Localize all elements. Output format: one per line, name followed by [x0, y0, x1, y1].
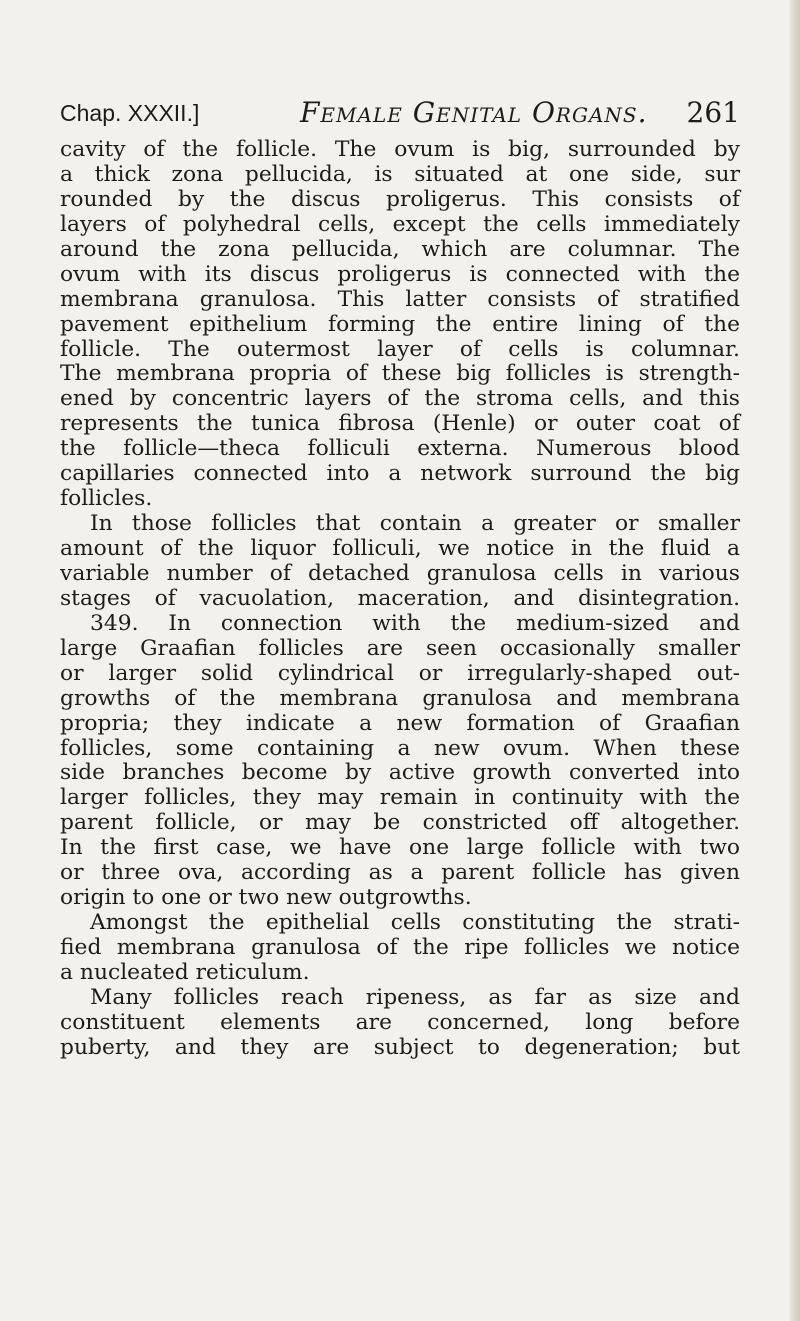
- text-line: amount of the liquor folliculi, we notice in the fluid a: [60, 536, 740, 561]
- text-line: parent follicle, or may be constricted off altogether.: [60, 810, 740, 836]
- text-line: The membrana propria of these big follicles is strength-: [60, 361, 740, 387]
- page-edge: [790, 0, 800, 1321]
- text-line: a thick zona pellucida, is situated at one side, sur: [60, 161, 740, 187]
- page-number: 261: [686, 96, 740, 129]
- text-line: follicles.: [60, 486, 153, 512]
- text-line: In those follicles that contain a greater or smaller: [90, 511, 740, 537]
- text-line: cavity of the follicle. The ovum is big, surrounded by: [60, 137, 740, 162]
- text-line: or larger solid cylindrical or irregularly-shaped out-: [60, 660, 740, 686]
- text-line: large Graafian follicles are seen occasionally smaller: [60, 635, 740, 661]
- chapter-label: Chap. XXXII.]: [60, 100, 200, 126]
- text-line: stages of vacuolation, maceration, and disintegration.: [60, 585, 740, 611]
- text-line: fied membrana granulosa of the ripe follicles we notice: [60, 935, 740, 960]
- text-line: rounded by the discus proligerus. This consists of: [60, 186, 740, 212]
- text-line: 349. In connection with the medium-sized and: [90, 610, 740, 636]
- text-line: layers of polyhedral cells, except the cells immediately: [60, 211, 740, 237]
- text-line: the follicle—theca folliculi externa. Numerous blood: [60, 436, 740, 462]
- text-line: represents the tunica fibrosa (Henle) or outer coat of: [60, 411, 740, 437]
- running-title: Female Genital Organs.: [300, 96, 648, 129]
- text-line: membrana granulosa. This latter consists of stratified: [60, 286, 740, 312]
- text-line: constituent elements are concerned, long before: [60, 1009, 740, 1035]
- page-header: [60, 92, 740, 132]
- text-line: growths of the membrana granulosa and membrana: [60, 685, 740, 711]
- text-line: variable number of detached granulosa cells in various: [60, 560, 740, 586]
- text-line: Amongst the epithelial cells constituting the strati-: [90, 910, 740, 936]
- text-line: follicles, some containing a new ovum. When these: [60, 735, 740, 761]
- text-line: propria; they indicate a new formation of Graafian: [60, 710, 740, 736]
- text-line: a nucleated reticulum.: [60, 959, 310, 985]
- text-line: follicle. The outermost layer of cells is columnar.: [60, 336, 740, 362]
- text-line: puberty, and they are subject to degeneration; but: [60, 1034, 740, 1060]
- text-line: capillaries connected into a network surround the big: [60, 461, 740, 487]
- text-line: pavement epithelium forming the entire lining of the: [60, 311, 740, 337]
- body-text: [60, 138, 740, 1061]
- text-line: Many follicles reach ripeness, as far as size and: [90, 984, 740, 1010]
- text-line: origin to one or two new outgrowths.: [60, 885, 472, 911]
- text-line: or three ova, according as a parent follicle has given: [60, 860, 740, 886]
- text-line: side branches become by active growth converted into: [60, 760, 740, 786]
- text-line: ovum with its discus proligerus is connected with the: [60, 261, 740, 287]
- text-line: larger follicles, they may remain in continuity with the: [60, 785, 740, 811]
- text-line: ened by concentric layers of the stroma cells, and this: [60, 386, 740, 412]
- text-line: In the first case, we have one large follicle with two: [60, 835, 740, 861]
- text-line: around the zona pellucida, which are columnar. The: [60, 236, 740, 262]
